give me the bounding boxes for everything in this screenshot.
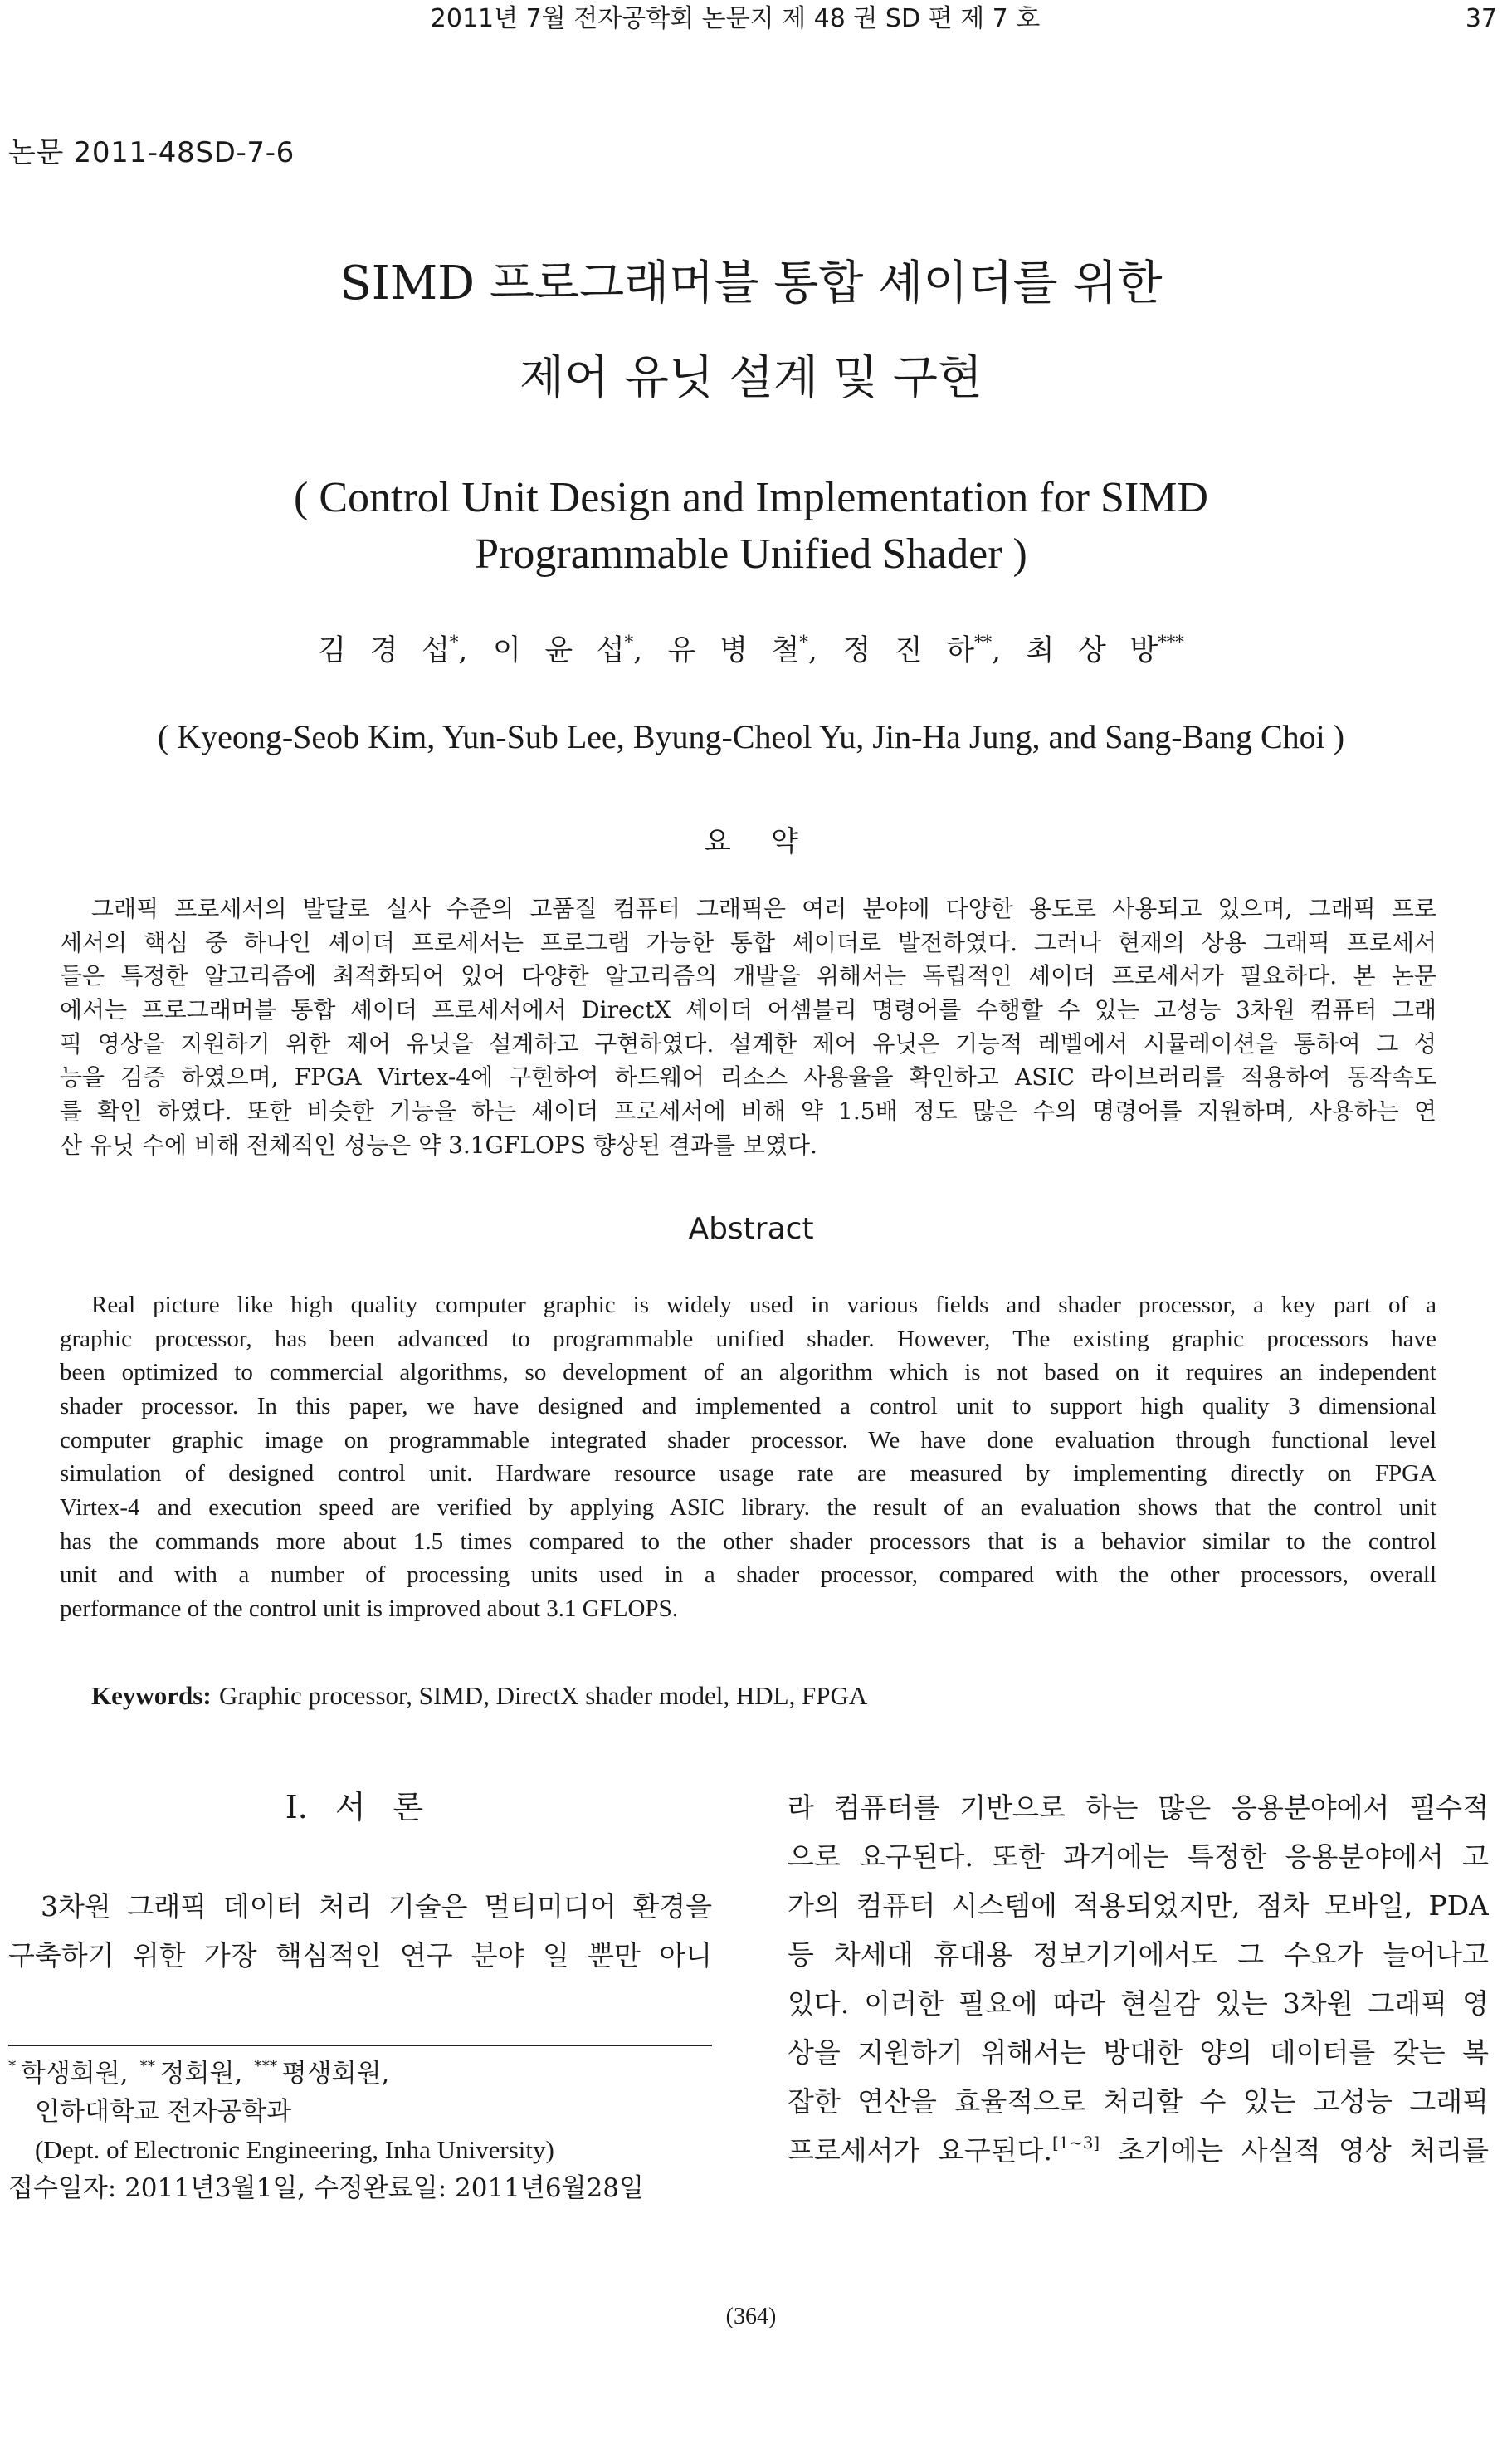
affiliation-en: (Dept. of Electronic Engineering, Inha University) <box>35 2135 554 2164</box>
intro-line-text: 초기에는 사실적 영상 처리를 <box>1100 2134 1489 2167</box>
citation-ref: [1~3] <box>1051 2133 1100 2153</box>
intro-line: 3차원 그래픽 데이터 처리 기술은 멀티미디어 환경을 <box>41 1890 712 1923</box>
abstract-en-line: Virtex-4 and execution speed are verified by applying ASIC library. the result of an evaluation shows that the control unit <box>60 1493 1436 1521</box>
abstract-en-line: has the commands more about 1.5 times compared to the other shader processors that is a behavior similar to the control <box>60 1527 1436 1555</box>
author-separator: , <box>807 634 817 667</box>
membership-label: 정회원, <box>159 2059 243 2089</box>
abstract-en-line: simulation of designed control unit. Hardware resource usage rate are measured by implementing directly on FPGA <box>60 1460 1436 1488</box>
abstract-en-line: graphic processor, has been advanced to programmable unified shader. However, The existing graphic processors have <box>60 1325 1436 1352</box>
title-en-line: Programmable Unified Shader ) <box>475 530 1027 578</box>
abstract-ko-line: 그래픽 프로세서의 발달로 실사 수준의 고품질 컴퓨터 그래픽은 여러 분야에 다양한 용도로 사용되고 있으며, 그래픽 프로 <box>91 895 1436 922</box>
title-ko-line: SIMD 프로그래머블 통합 셰이더를 위한 <box>339 257 1163 310</box>
section-heading-introduction: Ⅰ. 서 론 <box>285 1789 424 1825</box>
title-ko-line: 제어 유닛 설계 및 구현 <box>519 351 983 405</box>
author-name: 정 진 하 <box>842 634 975 667</box>
author-name: 유 병 철 <box>667 634 800 667</box>
abstract-en-line: Real picture like high quality computer graphic is widely used in various fields and shader processor, a key part of a <box>91 1292 1436 1318</box>
footnote <box>8 2055 712 2207</box>
abstract-ko-line: 를 확인 하였다. 또한 비슷한 기능을 하는 셰이더 프로세서에 비해 약 1.5배 정도 많은 수의 명령어를 지원하며, 사용하는 연 <box>60 1097 1436 1125</box>
page-number: 37 <box>1465 4 1497 33</box>
author-mark: ** <box>974 632 993 652</box>
abstract-ko-line: 픽 영상을 지원하기 위한 제어 유닛을 설계하고 구현하였다. 설계한 제어 유닛은 기능적 레벨에서 시뮬레이션을 통하여 그 성 <box>60 1029 1436 1058</box>
abstract-en <box>60 1288 1436 1626</box>
abstract-ko-line: 들은 특정한 알고리즘에 최적화되어 있어 다양한 알고리즘의 개발을 위해서는 독립적인 셰이더 프로세서가 필요하다. 본 논문 <box>60 962 1436 990</box>
membership-mark: * <box>8 2057 17 2075</box>
abstract-ko-line: 세서의 핵심 중 하나인 셰이더 프로세서는 프로그램 가능한 통합 셰이더로 발전하였다. 그러나 현재의 상용 그래픽 프로세서 <box>60 928 1436 956</box>
abstract-en-line: shader processor. In this paper, we have designed and implemented a control unit to support high quality 3 dimensional <box>60 1392 1436 1420</box>
abstract-ko-line: 능을 검증 하였으며, FPGA Virtex-4에 구현하여 하드웨어 리소스 사용율을 확인하고 ASIC 라이브러리를 적용하여 동작속도 <box>60 1063 1436 1092</box>
membership-mark: *** <box>254 2057 278 2075</box>
intro-line: 상을 지원하기 위해서는 방대한 양의 데이터를 갖는 복 <box>788 2036 1489 2069</box>
abstract-ko-line: 에서는 프로그래머블 통합 셰이더 프로세서에서 DirectX 셰이더 어셈블리 명령어를 수행할 수 있는 고성능 3차원 컴퓨터 그래 <box>60 995 1436 1024</box>
intro-line: 있다. 이러한 필요에 따라 현실감 있는 3차원 그래픽 영 <box>788 1987 1489 2020</box>
affiliation-ko: 인하대학교 전자공학과 <box>35 2097 292 2127</box>
running-head: 2011년 7월 전자공학회 논문지 제 48 권 SD 편 제 7 호 <box>430 4 1041 33</box>
abstract-ko-line: 산 유닛 수에 비해 전체적인 성능은 약 3.1GFLOPS 향상된 결과를 보였다. <box>60 1131 817 1159</box>
paper-id: 논문 2011-48SD-7-6 <box>8 136 295 169</box>
intro-line: 잡한 연산을 효율적으로 처리할 수 있는 고성능 그래픽 <box>788 2085 1489 2118</box>
intro-left-column <box>8 1882 712 1980</box>
abstract-en-line: computer graphic image on programmable integrated shader processor. We have done evaluation through functional level <box>60 1426 1436 1454</box>
title-en-line: ( Control Unit Design and Implementation for SIMD <box>294 474 1208 521</box>
author-name: 최 상 방 <box>1026 634 1158 667</box>
membership-label: 학생회원, <box>20 2059 129 2089</box>
abstract-en-line: performance of the control unit is improved about 3.1 GFLOPS. <box>60 1595 679 1622</box>
abstract-en-line: been optimized to commercial algorithms, so development of an algorithm which is not based on it requires an independent <box>60 1359 1436 1386</box>
author-separator: , <box>992 634 1002 667</box>
intro-line <box>788 2126 1489 2175</box>
intro-line: 가의 컴퓨터 시스템에 적용되었지만, 점차 모바일, PDA <box>788 1889 1489 1922</box>
author-mark: * <box>799 632 808 652</box>
title-korean <box>0 237 1502 426</box>
intro-line: 라 컴퓨터를 기반으로 하는 많은 응용분야에서 필수적 <box>788 1791 1489 1824</box>
membership-mark: ** <box>139 2057 156 2075</box>
authors-korean <box>0 633 1502 669</box>
keywords-label: Keywords: <box>91 1681 212 1710</box>
abstract-en-heading: Abstract <box>688 1212 814 1246</box>
author-separator: , <box>633 634 643 667</box>
intro-line: 구축하기 위한 가장 핵심적인 연구 분야 일 뿐만 아니 <box>8 1939 712 1972</box>
abstract-en-line: unit and with a number of processing units used in a shader processor, compared with the other processors, overall <box>60 1561 1436 1589</box>
received-dates: 접수일자: 2011년3월1일, 수정완료일: 2011년6월28일 <box>8 2173 644 2203</box>
intro-line: 등 차세대 휴대용 정보기기에서도 그 수요가 늘어나고 <box>788 1938 1489 1971</box>
footnote-memberships <box>8 2055 712 2093</box>
intro-line: 으로 요구된다. 또한 과거에는 특정한 응용분야에서 고 <box>788 1840 1489 1873</box>
intro-line-text: 프로세서가 요구된다. <box>788 2134 1052 2167</box>
author-mark: * <box>449 632 459 652</box>
footnote-rule <box>8 2045 712 2046</box>
author-separator: , <box>458 634 468 667</box>
authors-english: ( Kyeong-Seob Kim, Yun-Sub Lee, Byung-Cheol Yu, Jin-Ha Jung, and Sang-Bang Choi ) <box>157 718 1345 755</box>
author-mark: *** <box>1158 632 1184 652</box>
intro-right-column <box>788 1783 1489 2175</box>
membership-label: 평생회원, <box>281 2059 390 2089</box>
author-name: 이 윤 섭 <box>492 634 625 667</box>
keywords-text: Graphic processor, SIMD, DirectX shader model, HDL, FPGA <box>218 1681 868 1710</box>
author-mark: * <box>624 632 634 652</box>
abstract-ko-heading: 요 약 <box>704 825 798 858</box>
title-english <box>0 470 1502 583</box>
page-footer: (364) <box>725 2304 777 2329</box>
keywords <box>91 1679 1419 1713</box>
author-name: 김 경 섭 <box>318 634 450 667</box>
abstract-ko <box>60 892 1436 1162</box>
